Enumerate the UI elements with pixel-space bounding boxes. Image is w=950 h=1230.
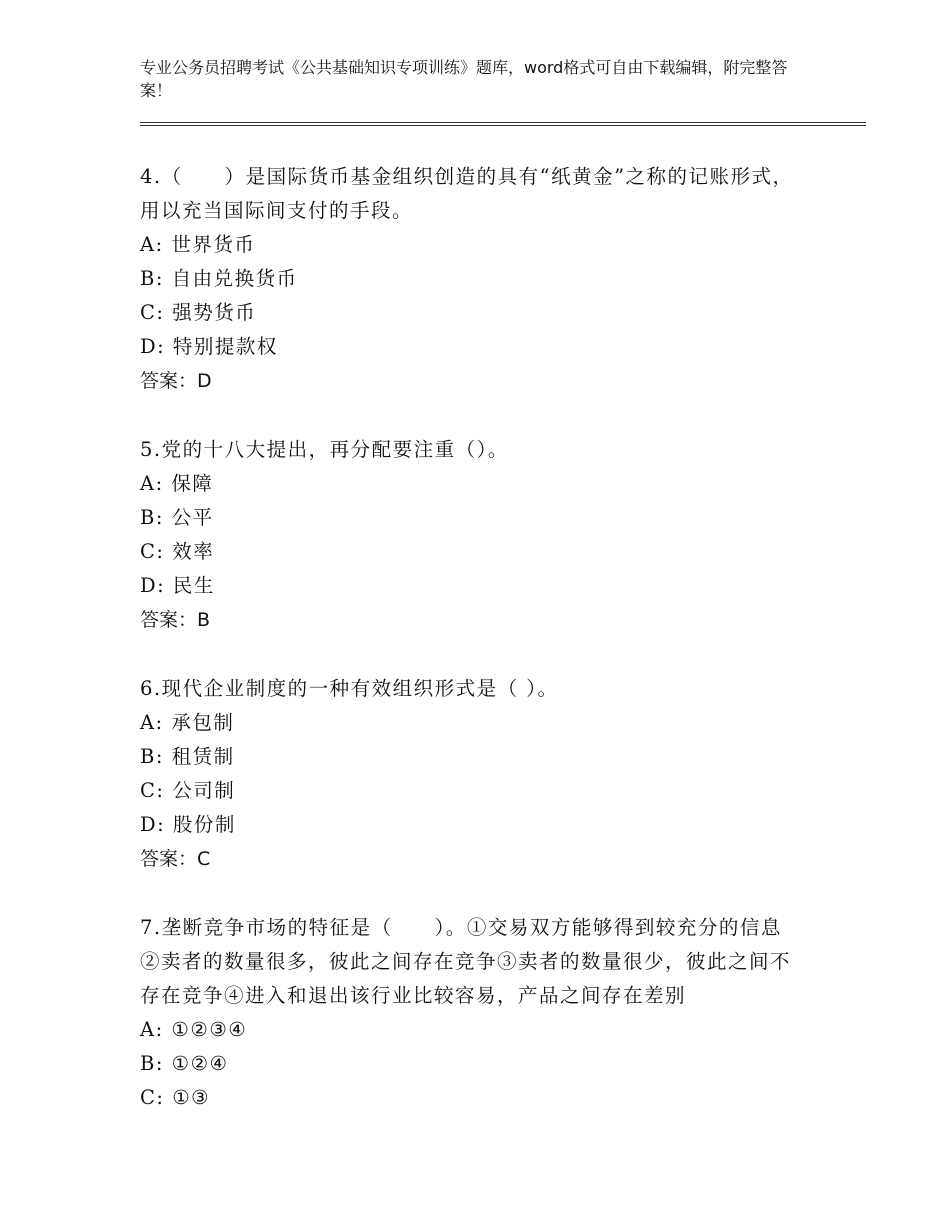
option-c: C: 公司制 xyxy=(140,779,236,802)
option-c: C: 强势货币 xyxy=(140,301,257,324)
option-a: A: 世界货币 xyxy=(140,233,256,256)
header-divider-top xyxy=(140,122,866,123)
document-header: 专业公务员招聘考试《公共基础知识专项训练》题库，word格式可自由下载编辑，附完整答案！ xyxy=(140,58,788,100)
option-a: A: ①②③④ xyxy=(140,1018,248,1041)
question-stem: 6.现代企业制度的一种有效组织形式是（ ）。 xyxy=(140,677,559,700)
option-c: C: ①③ xyxy=(140,1086,211,1109)
option-b: B: 租赁制 xyxy=(140,745,235,768)
question-stem: 7.垄断竞争市场的特征是（ ）。①交易双方能够得到较充分的信息②卖者的数量很多，彼此之间存在竞争③卖者的数量很少，彼此之间不存在竞争④进入和退出该行业比较容易，产品之间存在差别 xyxy=(140,916,792,1007)
option-b: B: ①②④ xyxy=(140,1052,229,1075)
question-stem: 4.（ ）是国际货币基金组织创造的具有“纸黄金”之称的记账形式，用以充当国际间支付的手段。 xyxy=(140,165,794,222)
question-5 xyxy=(140,433,800,637)
option-d: D: 特别提款权 xyxy=(140,335,278,358)
option-c: C: 效率 xyxy=(140,540,215,563)
answer-label: 答案：C xyxy=(140,848,211,870)
option-d: D: 民生 xyxy=(140,574,215,597)
option-a: A: 承包制 xyxy=(140,711,235,734)
question-stem: 5.党的十八大提出，再分配要注重（）。 xyxy=(140,438,509,461)
question-7 xyxy=(140,911,800,1115)
option-d: D: 股份制 xyxy=(140,813,236,836)
answer-label: 答案：B xyxy=(140,609,211,631)
answer-label: 答案：D xyxy=(140,370,212,392)
option-b: B: 公平 xyxy=(140,506,214,529)
option-a: A: 保障 xyxy=(140,472,214,495)
option-b: B: 自由兑换货币 xyxy=(140,267,298,290)
header-divider-bottom xyxy=(140,125,866,126)
question-4 xyxy=(140,160,800,398)
question-6 xyxy=(140,672,800,876)
